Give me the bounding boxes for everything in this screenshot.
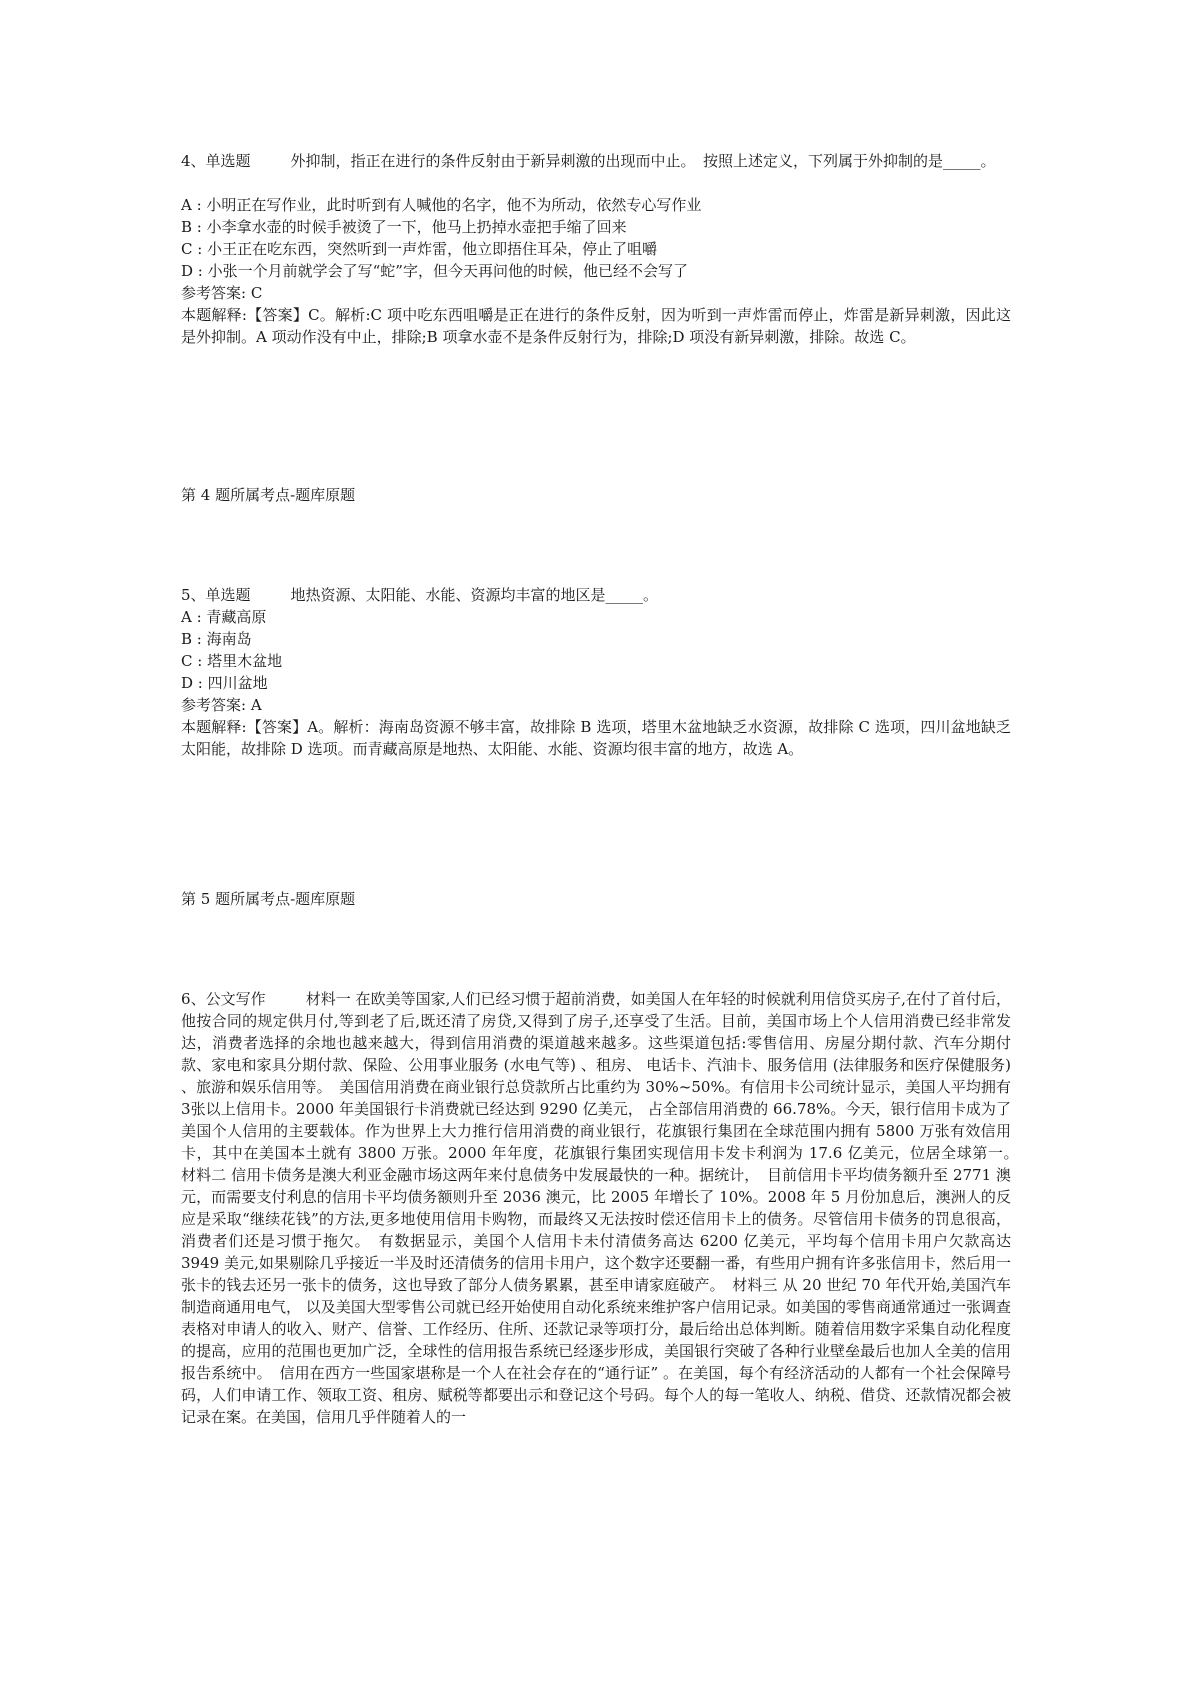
question-4-stem: 外抑制，指正在进行的条件反射由于新异刺激的出现而中止。 按照上述定义，下列属于外抑制的是_____。 [290,152,996,170]
question-5-number: 5、单选题 [181,586,251,604]
question-5-stem: 地热资源、太阳能、水能、资源均丰富的地区是_____。 [290,586,659,604]
question-4 [181,150,1011,172]
option-a: A : 青藏高原 [181,608,267,626]
option-b: B : 小李拿水壶的时候手被烫了一下，他马上扔掉水壶把手缩了回来 [181,218,627,236]
answer: 参考答案: C [181,284,263,302]
answer: 参考答案: A [181,696,262,714]
question-4-footer: 第 4 题所属考点-题库原题 [181,486,356,504]
question-6-number: 6、公文写作 [181,990,266,1008]
question-5-footer: 第 5 题所属考点-题库原题 [181,890,356,908]
question-4-options [181,194,1011,348]
question-6-body: 材料一 在欧美等国家,人们已经习惯于超前消费，如美国人在年轻的时候就利用信贷买房子,在付了首付后，他按合同的规定供月付,等到老了后,既还清了房贷,又得到了房子,还享受了生活。目前，美国市场上个人信用消费已经非常发达，消费者选择的余地也越来越大，得到信用消费的渠道越来越多。这些渠道包括:零售信用、房屋分期付款、汽车分期付款、家电和家具分期付款、保险、公用事业服务 (水电气等) 、租房、 电话卡、汽油卡、服务信用 (法律服务和医疗保健服务) 、旅游和娱乐信用等。 美国信用消费在商业银行总贷款所占比重约为 30%~50%。有信用卡公司统计显示，美国人平均拥有 3张以上信用卡。2000 年美国银行卡消费就已经达到 9290 亿美元， 占全部信用消费的 66.78%。今天，银行信用卡成为了美国个人信用的主要载体。作为世界上大力推行信用消费的商业银行，花旗银行集团在全球范围内拥有 5800 万张有效信用卡，其中在美国本土就有 3800 万张。2000 年年度，花旗银行集团实现信用卡发卡利润为 17.6 亿美元，位居全球第一。 材料二 信用卡债务是澳大利亚金融市场这两年来付息债务中发展最快的一种。据统计， 目前信用卡平均债务额升至 2771 澳元，而需要支付利息的信用卡平均债务额则升至 2036 澳元，比 2005 年增长了 10%。2008 年 5 月份加息后，澳洲人的反应是采取“继续花钱”的方法,更多地使用信用卡购物，而最终又无法按时偿还信用卡上的债务。尽管信用卡债务的罚息很高，消费者们还是习惯于拖欠。 有数据显示，美国个人信用卡未付清债务高达 6200 亿美元，平均每个信用卡用户欠款高达 3949 美元,如果剔除几乎接近一半及时还清债务的信用卡用户，这个数字还要翻一番，有些用户拥有许多张信用卡，然后用一张卡的钱去还另一张卡的债务，这也导致了部分人债务累累，甚至申请家庭破产。 材料三 从 20 世纪 70 年代开始,美国汽车制造商通用电气， 以及美国大型零售公司就已经开始使用自动化系统来维护客户信用记录。如美国的零售商通常通过一张调查表格对申请人的收入、财产、信誉、工作经历、住所、还款记录等项打分，最后给出总体判断。随着信用数字采集自动化程度的提高，应用的范围也更加广泛，全球性的信用报告系统已经逐步形成，美国银行突破了各种行业壁垒最后也加人全美的信用报告系统中。 信用在西方一些国家堪称是一个人在社会存在的“通行证” 。在美国，每个有经济活动的人都有一个社会保障号码，人们申请工作、领取工资、租房、赋税等都要出示和登记这个号码。每个人的每一笔收人、纳税、借贷、还款情况都会被记录在案。在美国，信用几乎伴随着人的一 [181,990,1027,1426]
question-4-number: 4、单选题 [181,152,251,170]
explanation: 本题解释:【答案】A。解析：海南岛资源不够丰富，故排除 B 选项，塔里木盆地缺乏水资源，故排除 C 选项，四川盆地缺乏太阳能，故排除 D 选项。而青藏高原是地热、太阳能、水能、资源均很丰富的地方，故选 A。 [181,718,1011,758]
option-b: B : 海南岛 [181,630,252,648]
explanation: 本题解释:【答案】C。解析:C 项中吃东西咀嚼是正在进行的条件反射，因为听到一声炸雷而停止，炸雷是新异刺激，因此这是外抑制。A 项动作没有中止，排除;B 项拿水壶不是条件反射行为，排除;D 项没有新异刺激，排除。故选 C。 [181,306,1011,346]
option-c: C : 塔里木盆地 [181,652,283,670]
question-6 [181,988,1027,1428]
option-d: D : 四川盆地 [181,674,268,692]
option-d: D : 小张一个月前就学会了写“蛇”字，但今天再问他的时候，他已经不会写了 [181,262,688,280]
option-a: A : 小明正在写作业，此时听到有人喊他的名字，他不为所动，依然专心写作业 [181,196,702,214]
option-c: C : 小王正在吃东西，突然听到一声炸雷，他立即捂住耳朵，停止了咀嚼 [181,240,658,258]
question-5 [181,584,1011,760]
